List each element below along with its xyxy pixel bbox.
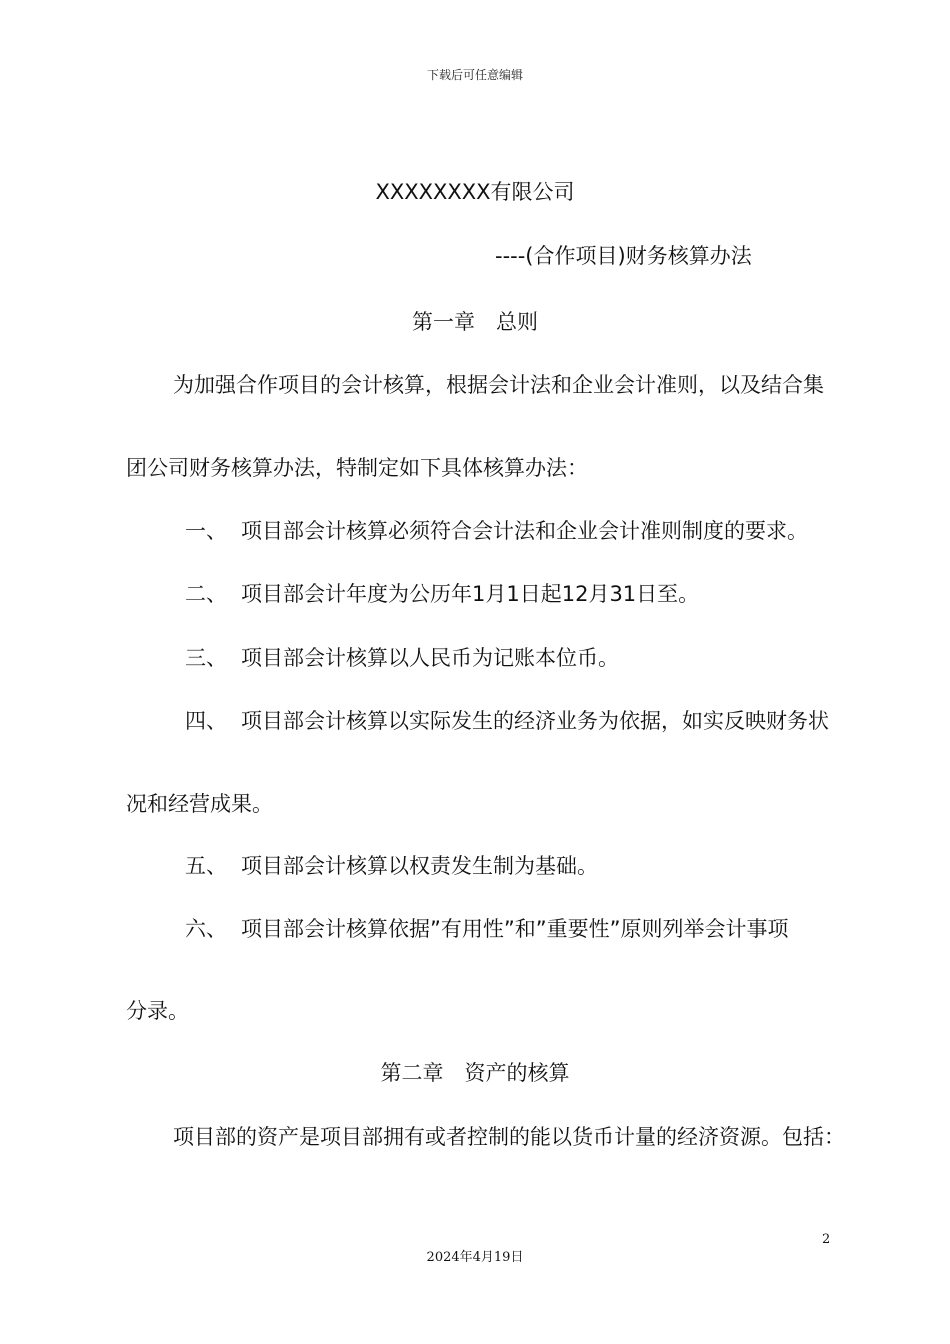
intro-line-2: 团公司财务核算办法，特制定如下具体核算办法： [126,456,588,480]
intro-line-1: 为加强合作项目的会计核算，根据会计法和企业会计准则，以及结合集 [173,373,824,397]
item-6-text: 项目部会计核算依据”有用性”和”重要性”原则列举会计事项 [241,917,789,941]
page-number: 2 [822,1232,831,1247]
header-note: 下载后可任意编辑 [426,68,523,82]
item-1-text: 项目部会计核算必须符合会计法和企业会计准则制度的要求。 [241,519,808,543]
item-4-text: 项目部会计核算以实际发生的经济业务为依据，如实反映财务状 [241,709,829,733]
item-4-continuation: 况和经营成果。 [126,792,273,816]
document-subtitle: ----(合作项目)财务核算办法 [495,244,752,268]
item-6-number: 六、 [185,917,227,941]
item-3-text: 项目部会计核算以人民币为记账本位币。 [241,646,619,670]
chapter-1-heading: 第一章 总则 [412,310,538,334]
item-3-number: 三、 [185,646,227,670]
footer-date: 2024年4月19日 [426,1250,524,1265]
item-1-number: 一、 [185,519,227,543]
document-title: XXXXXXXX有限公司 [375,180,575,204]
item-2-number: 二、 [185,582,227,606]
item-5-text: 项目部会计核算以权责发生制为基础。 [241,854,598,878]
item-2-text: 项目部会计年度为公历年1月1日起12月31日至。 [241,582,700,606]
item-5-number: 五、 [185,854,227,878]
chapter-2-heading: 第二章 资产的核算 [380,1061,570,1085]
item-4-number: 四、 [185,709,227,733]
item-6-continuation: 分录。 [126,999,189,1023]
assets-paragraph: 项目部的资产是项目部拥有或者控制的能以货币计量的经济资源。包括： [173,1125,845,1149]
